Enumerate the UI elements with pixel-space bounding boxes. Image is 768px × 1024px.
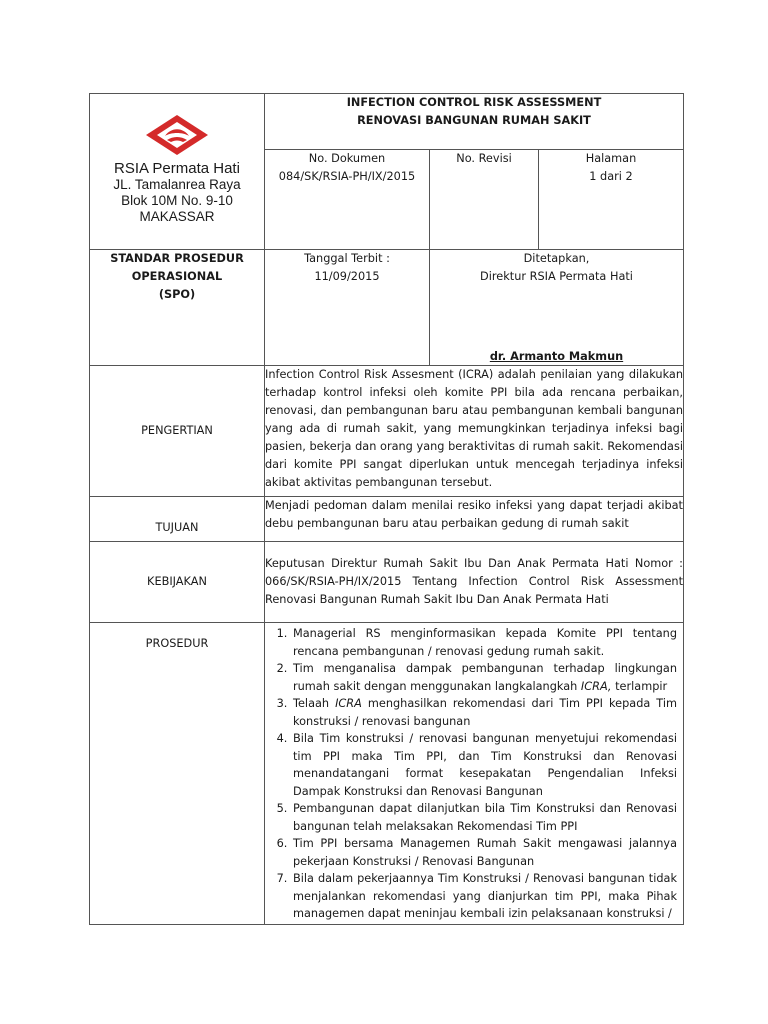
title-line1: INFECTION CONTROL RISK ASSESSMENT xyxy=(346,96,602,109)
org-name: RSIA Permata Hati xyxy=(114,160,240,177)
org-address-line1: JL. Tamalanrea Raya xyxy=(113,177,241,192)
issued-date-cell xyxy=(265,250,430,366)
approval-line1: Ditetapkan, xyxy=(523,252,590,265)
step-text: Tim menganalisa dampak pembangunan terhadap lingkungan rumah sakit dengan menggunakan langkalangkah xyxy=(293,662,677,693)
page-cell xyxy=(539,150,684,250)
issued-label: Tanggal Terbit : xyxy=(304,252,390,265)
section-text-tujuan: Menjadi pedoman dalam menilai resiko infeksi yang dapat terjadi akibat debu pembangunan baru atau perbaikan gedung di rumah sakit xyxy=(265,497,684,542)
doc-number-cell xyxy=(265,150,430,250)
section-label-pengertian: PENGERTIAN xyxy=(90,366,265,497)
spo-title xyxy=(90,250,265,366)
doc-number-label: No. Dokumen xyxy=(308,152,386,165)
section-text-pengertian: Infection Control Risk Assesment (ICRA) adalah penilaian yang dilakukan terhadap kontrol infeksi oleh komite PPI bila ada rencana perbaikan, renovasi, dan pembangunan baru atau pembangunan kembali bangunan yang ada di rumah sakit, yang memungkinkan terjadinya infeksi bagi pasien, bekerja dan orang yang beraktivitas di rumah sakit. Rekomendasi dari komite PPI sangat diperlukan untuk mencegah terjadinya infeksi akibat aktivitas pembangunan tersebut. xyxy=(265,366,684,497)
page-label: Halaman xyxy=(585,152,637,165)
section-label-prosedur: PROSEDUR xyxy=(90,623,265,925)
step-text: terlampir xyxy=(611,679,668,693)
document-title xyxy=(265,94,684,150)
signer-name: dr. Armanto Makmun xyxy=(489,350,624,363)
approval-line2: Direktur RSIA Permata Hati xyxy=(480,270,633,283)
title-line2: RENOVASI BANGUNAN RUMAH SAKIT xyxy=(357,114,591,127)
section-label-tujuan: TUJUAN xyxy=(90,497,265,542)
step-text-italic: ICRA, xyxy=(580,679,612,693)
procedure-step: 6. Tim PPI bersama Managemen Rumah Sakit mengawasi jalannya pekerjaan Konstruksi / Renovasi Bangunan xyxy=(291,835,677,870)
hospital-logo-icon xyxy=(145,114,209,156)
approval-cell xyxy=(430,250,684,366)
step-text: menghasilkan rekomendasi dari Tim PPI kepada Tim konstruksi / renovasi bangunan xyxy=(293,697,677,728)
spo-title-line2: OPERASIONAL xyxy=(131,270,223,283)
revision-label: No. Revisi xyxy=(456,152,512,165)
issued-date: 11/09/2015 xyxy=(314,270,380,283)
procedure-step: 7. Bila dalam pekerjaannya Tim Konstruksi / Renovasi bangunan tidak menjalankan rekomendasi yang dianjurkan tim PPI, maka Pihak managemen dapat meninjau kembali izin pelaksanaan konstruksi / xyxy=(291,870,677,923)
procedure-step xyxy=(291,660,677,695)
revision-cell xyxy=(430,150,539,250)
doc-number-value: 084/SK/RSIA-PH/IX/2015 xyxy=(278,170,416,183)
procedure-step: 1. Managerial RS menginformasikan kepada Komite PPI tentang rencana pembangunan / renovasi gedung rumah sakit. xyxy=(291,625,677,660)
step-text-italic: ICRA xyxy=(335,697,362,710)
org-city: MAKASSAR xyxy=(139,209,215,224)
procedure-step xyxy=(291,695,677,730)
spo-title-line3: (SPO) xyxy=(158,288,196,301)
section-label-kebijakan: KEBIJAKAN xyxy=(90,542,265,623)
procedure-step: 4. Bila Tim konstruksi / renovasi bangunan menyetujui rekomendasi tim PPI maka Tim PPI, dan Tim Konstruksi dan Renovasi menandatangani format kesepakatan Pengendalian Infeksi Dampak Konstruksi dan Renovasi Bangunan xyxy=(291,730,677,800)
spo-table xyxy=(89,93,684,925)
procedure-list xyxy=(265,625,683,923)
page-value: 1 dari 2 xyxy=(589,170,633,183)
org-header xyxy=(90,94,265,250)
section-text-kebijakan: Keputusan Direktur Rumah Sakit Ibu Dan Anak Permata Hati Nomor : 066/SK/RSIA-PH/IX/2015 Tentang Infection Control Risk Assessment Renovasi Bangunan Rumah Sakit Ibu Dan Anak Permata Hati xyxy=(265,542,684,623)
step-text: Telaah xyxy=(293,697,336,710)
procedure-step: 5. Pembangunan dapat dilanjutkan bila Tim Konstruksi dan Renovasi bangunan telah melaksakan Rekomendasi Tim PPI xyxy=(291,800,677,835)
section-procedure xyxy=(265,623,684,925)
org-address-line2: Blok 10M No. 9-10 xyxy=(121,193,233,208)
spo-title-line1: STANDAR PROSEDUR xyxy=(110,252,244,265)
